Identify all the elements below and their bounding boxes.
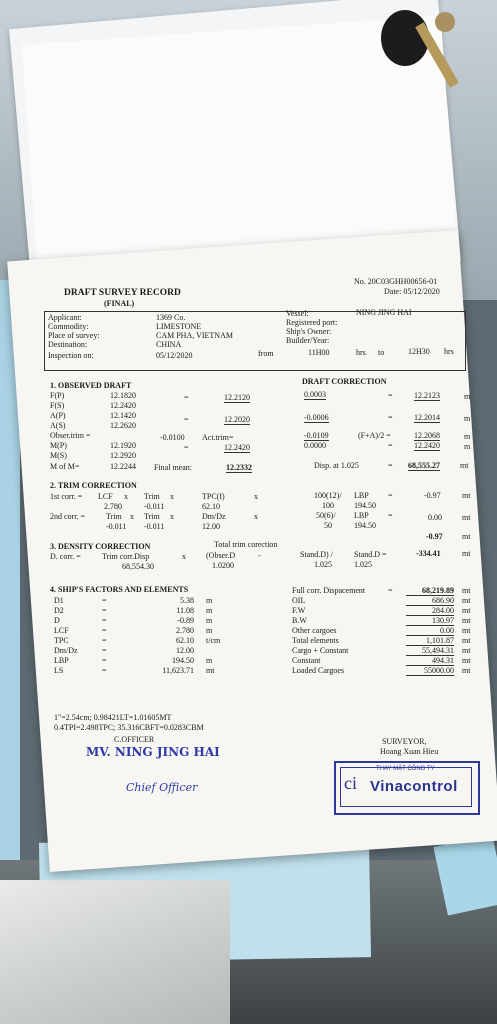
ap-value: 12.1420 (110, 411, 136, 420)
destination-label: Destination: (48, 340, 88, 349)
trim-term-1: Trim (144, 492, 160, 501)
fa2-unit: m (464, 432, 471, 441)
f-unit: m (464, 392, 471, 401)
element-value: 55,494.31 (406, 646, 454, 656)
m-mean: 12.2420 (224, 443, 250, 452)
factor-unit: m (206, 606, 213, 615)
surveyor-name: Hoang Xuan Hieu (380, 747, 439, 756)
element-label: Full corr. Dispacement (292, 586, 366, 595)
factor-label: D1 (54, 596, 64, 605)
equals-2: = (388, 511, 393, 520)
equals-1: = (388, 491, 393, 500)
m-correction-2: 0.0000 (304, 441, 326, 450)
place-label: Place of survey: (48, 331, 100, 340)
ap-label: A(P) (50, 411, 66, 420)
chief-officer-label: C.OFFICER (114, 735, 155, 744)
total-trim-unit: mt (462, 532, 471, 541)
element-label: F.W (292, 606, 306, 615)
act-trim-label: Act.trim= (202, 433, 234, 442)
times-3: x (254, 492, 258, 501)
total-trim-value: -0.97 (426, 532, 443, 541)
a-mean: 12.2020 (224, 415, 250, 424)
regport-label: Registered port: (286, 318, 338, 327)
element-label: B.W (292, 616, 307, 625)
element-eq: = (388, 586, 393, 595)
first-corr-result: -0.97 (424, 491, 441, 501)
final-mean-value: 12.2332 (226, 463, 252, 472)
factor-unit: m (206, 616, 213, 625)
trim-value: -0.011 (144, 502, 165, 511)
f-mean: 12.2120 (224, 393, 250, 402)
ms-value: 12.2920 (110, 451, 136, 460)
fp-value: 12.1820 (110, 391, 136, 400)
info-box (44, 311, 466, 371)
element-value: 68,219.89 (406, 586, 454, 596)
to-label: to (378, 348, 385, 357)
disp-unit: mt (460, 461, 469, 470)
disp-label: Disp. at 1.025 (314, 461, 359, 470)
std-density-value: 1.025 (314, 560, 332, 569)
draft-survey-document: No. 20C03GHH00656-01 Date: 05/12/2020 DRAFT SURVEY RECORD (FINAL) Applicant: 1369 Co. Commodity: LIMESTONE Place of survey: CAM PHA, VIETNAM Destination: CHINA Inspection on: 05/12/2020 Vessel: NING JING HAI Registered port: Ship's Owner: Builder/Year: from 11H00 hrs to 12H30 hrs 1. OBSERVED DRAFT DRAFT CORRECTION F(P) 12.1820 F(S) 12.2420 = 12.2120 0.0003 = 12.2123 m A(P) 12.1420 A(S) 12.2620 = 12.2020 -0.0006 = 12.2014 m Obser.trim = -0.0100 Act.trim= -0.0109 (F+A)/2 = 12.2068 m M(P) 12.1920 = 12.2420 0.0000 = 12.2420 m M(S) 12.2920 M of M= 12.2244 Final mean: 12.2332 Disp. at 1.025 = 68,555.27 mt 2. TRIM CORRECTION 1st corr. = LCF x Trim x TPC(I) x 100(12)/ LBP = -0.97 mt 2.780 -0.011 62.10 100 194.50 2nd corr. = Trim x Trim x Dm/Dz x 50(6)/ LBP = 0.00 mt -0.011 -0.011 12.00 50 194.50 -0.97 mt 3. DENSITY CORRECTION Total trim corection D. corr. = Trim corr.Disp x (Obser.D - Stand.D) / Stand.D = -334.41 mt 68,554.30 1.0200 1.025 1.025 4. SHIP'S FACTORS AND ELEMENTS 1"=2.54cm; 0.98421LT=1.01605MT 0.4TPI=2.498TPC; 35.316CBFT=0.0283CBM C.OFFICER MV. NING JING HAI Chief Officer SURVEYOR, Hoang Xuan Hieu THAY MẶT CÔNG TY ci Vinacontrol D1 = 5.38 m D2 = 11.08 m D = -0.89 m LCF = 2.780 m TPC = 62.10 t/cm Dm/Dz = 12.00 LBP = 194.50 m LS = 11,623.71 mt Full corr. Dispacement = 68,219.89 mt OIL 686.90 mt F.W 284.00 mt B.W 130.97 mt Other cargoes 0.00 mt Total elements 1,101.87 mt Cargo + Constant 55,494.31 mt Constant 494.31 mt Loaded Cargoes 55000.00 mt (7, 230, 497, 872)
stamp-company-name: Vinacontrol (370, 778, 458, 795)
factor-label: D (54, 616, 60, 625)
factor-50: 50(6)/ (316, 511, 336, 520)
times-5: x (170, 511, 174, 521)
m-correction-1: -0.0109 (304, 431, 329, 440)
mp-value: 12.1920 (110, 441, 136, 450)
factor-100: 100(12)/ (314, 491, 342, 501)
element-unit: mt (462, 596, 471, 605)
factor-label: LBP (54, 656, 69, 665)
tpc-term: TPC(I) (202, 492, 225, 501)
element-unit: mt (462, 656, 471, 665)
factor-eq: = (102, 666, 107, 675)
element-unit: mt (462, 666, 471, 675)
f-result: 12.2123 (414, 391, 440, 400)
fp-label: F(P) (50, 391, 65, 400)
factor-value: 62.10 (175, 636, 194, 645)
lcf-value: 2.780 (104, 502, 122, 511)
f-correction: 0.0003 (304, 390, 326, 399)
element-unit: mt (462, 586, 471, 595)
factor-value: 5.38 (180, 596, 194, 605)
vinacontrol-stamp (334, 761, 480, 815)
trim-value-2: -0.011 (106, 522, 127, 531)
obs-d-term: (Obser.D (206, 551, 236, 560)
disp-value-2: 68,554.30 (122, 562, 154, 571)
element-unit: mt (462, 646, 471, 655)
fs-label: F(S) (50, 401, 65, 410)
element-label: OIL (292, 596, 306, 605)
record-number: No. 20C03GHH00656-01 (354, 277, 438, 286)
builder-label: Builder/Year: (286, 336, 330, 345)
factor-value: 12.00 (176, 646, 194, 655)
factor-unit: m (206, 626, 213, 635)
stand-d-term: Stand.D) / (300, 550, 333, 559)
density-heading: 3. DENSITY CORRECTION (50, 542, 151, 551)
final-mean-label: Final mean: (154, 463, 192, 472)
element-unit: mt (462, 626, 471, 635)
factor-value: 2.780 (176, 626, 195, 635)
lbp-value: 194.50 (354, 501, 376, 510)
factor-unit: m (206, 596, 213, 605)
element-label: Total elements (292, 636, 339, 645)
ms-label: M(S) (50, 451, 67, 460)
factor-label: LCF (54, 626, 69, 635)
element-unit: mt (462, 636, 471, 645)
vessel-label: Vessel: (286, 309, 309, 318)
element-value: 1,101.87 (406, 636, 454, 646)
trim-disp-term: Trim corr.Disp (102, 552, 150, 561)
a-result: 12.2014 (414, 413, 440, 422)
a-correction: -0.0006 (304, 413, 329, 422)
first-corr-label: 1st corr. = (50, 492, 83, 501)
vessel-value: NING JING HAI (356, 308, 412, 317)
std-density-value-2: 1.025 (354, 560, 372, 569)
trim-term-3: Trim (144, 512, 160, 521)
m-unit: m (464, 442, 471, 451)
element-unit: mt (462, 606, 471, 615)
tpc-value: 62.10 (202, 502, 220, 511)
trim-term-2: Trim (106, 512, 122, 521)
lbp-term-2: LBP (354, 511, 369, 520)
density-minus: - (258, 551, 261, 560)
to-time: 12H30 (408, 347, 430, 356)
conversion-line-2: 0.4TPI=2.498TPC; 35.316CBFT=0.0283CBM (54, 723, 204, 732)
obs-density-value: 1.0200 (212, 561, 234, 570)
factor-unit: t/cm (206, 636, 221, 645)
factor-eq: = (102, 636, 107, 645)
element-value: 130.97 (406, 616, 454, 626)
fa2-value: 12.2068 (414, 431, 440, 440)
record-date: Date: 05/12/2020 (384, 287, 440, 296)
record-subtitle: (FINAL) (104, 299, 135, 308)
element-value: 686.90 (406, 596, 454, 606)
draft-correction-heading: DRAFT CORRECTION (302, 377, 387, 386)
element-label: Other cargoes (292, 626, 337, 635)
observed-draft-heading: 1. OBSERVED DRAFT (50, 381, 132, 390)
factor-eq: = (102, 606, 107, 615)
factor-unit: mt (206, 666, 215, 675)
dmdz-term: Dm/Dz (202, 512, 226, 521)
fs-value: 12.2420 (110, 401, 136, 410)
total-trim-label: Total trim corection (214, 540, 278, 549)
lbp-value-2: 194.50 (354, 521, 376, 530)
element-unit: mt (462, 616, 471, 625)
owner-label: Ship's Owner: (286, 327, 332, 336)
factor-value: 11.08 (176, 606, 194, 615)
hrs-label-2: hrs (444, 347, 454, 356)
factor-eq: = (102, 596, 107, 605)
element-label: Loaded Cargoes (292, 666, 345, 675)
factor-eq: = (102, 616, 107, 625)
inspection-label: Inspection on: (48, 351, 94, 360)
factor-value: 194.50 (172, 656, 194, 665)
destination-value: CHINA (156, 340, 182, 349)
inspection-value: 05/12/2020 (156, 351, 193, 360)
ship-signature: MV. NING JING HAI (86, 745, 220, 759)
factor-label: LS (54, 666, 64, 675)
trim-correction-heading: 2. TRIM CORRECTION (50, 481, 137, 490)
disp-value: 68,555.27 (408, 461, 440, 470)
m-result: 12.2420 (414, 441, 440, 450)
factor-label: Dm/Dz (54, 646, 78, 655)
value-100: 100 (322, 501, 334, 510)
factor-eq: = (102, 656, 107, 665)
white-cloth (0, 880, 230, 1024)
factor-eq: = (102, 626, 107, 635)
stamp-top-text: THAY MẶT CÔNG TY (376, 766, 435, 772)
second-corr-unit: mt (462, 513, 471, 522)
trim-value-3: -0.011 (144, 522, 165, 531)
times-4: x (130, 512, 134, 521)
factor-label: D2 (54, 606, 64, 615)
as-label: A(S) (50, 421, 66, 430)
element-value: 55000.00 (406, 666, 454, 676)
element-value: 284.00 (406, 606, 454, 616)
times-6: x (254, 512, 258, 521)
fa2-label: (F+A)/2 = (358, 431, 391, 440)
factor-unit: m (206, 656, 213, 665)
a-unit: m (464, 414, 471, 423)
conversion-line-1: 1"=2.54cm; 0.98421LT=1.01605MT (54, 713, 172, 722)
chief-officer-stamp: Chief Officer (126, 781, 198, 794)
first-corr-unit: mt (462, 491, 471, 500)
applicant-label: Applicant: (48, 313, 82, 322)
factor-value: -0.89 (177, 616, 194, 625)
from-label: from (258, 349, 274, 358)
stand-d-term-2: Stand.D = (354, 550, 387, 559)
factor-value: 11,623.71 (162, 666, 194, 675)
applicant-value: 1369 Co. (156, 313, 186, 322)
density-corr-label: D. corr. = (50, 552, 81, 561)
from-time: 11H00 (308, 348, 330, 357)
mofm-label: M of M= (50, 462, 80, 471)
mofm-value: 12.2244 (110, 462, 136, 471)
element-value: 494.31 (406, 656, 454, 666)
factor-label: TPC (54, 636, 69, 645)
surveyor-label: SURVEYOR, (382, 737, 427, 746)
element-value: 0.00 (406, 626, 454, 636)
commodity-label: Commodity: (48, 322, 89, 331)
second-corr-result: 0.00 (428, 513, 442, 522)
density-times: x (182, 552, 186, 561)
commodity-value: LIMESTONE (156, 322, 202, 331)
obs-trim-label: Obser.trim = (50, 431, 91, 440)
element-label: Cargo + Constant (292, 646, 349, 655)
record-title: DRAFT SURVEY RECORD (64, 288, 181, 298)
lcf-term: LCF (98, 492, 113, 501)
element-label: Constant (292, 656, 321, 665)
density-unit: mt (462, 549, 471, 558)
hrs-label-1: hrs (356, 348, 366, 357)
vinacontrol-logo-icon: ci (344, 773, 357, 793)
dmdz-value: 12.00 (202, 522, 220, 531)
keys-icon (360, 0, 470, 90)
factors-heading: 4. SHIP'S FACTORS AND ELEMENTS (50, 585, 189, 594)
place-value: CAM PHA, VIETNAM (156, 331, 233, 340)
times-1: x (124, 492, 128, 501)
times-2: x (170, 492, 174, 501)
obs-trim-value: -0.0100 (159, 433, 185, 442)
mp-label: M(P) (50, 441, 67, 450)
factor-eq: = (102, 646, 107, 655)
density-result: -334.41 (416, 549, 441, 558)
second-corr-label: 2nd corr. = (50, 512, 85, 521)
value-50: 50 (324, 521, 332, 530)
lbp-term: LBP (354, 491, 369, 500)
as-value: 12.2620 (110, 421, 136, 430)
